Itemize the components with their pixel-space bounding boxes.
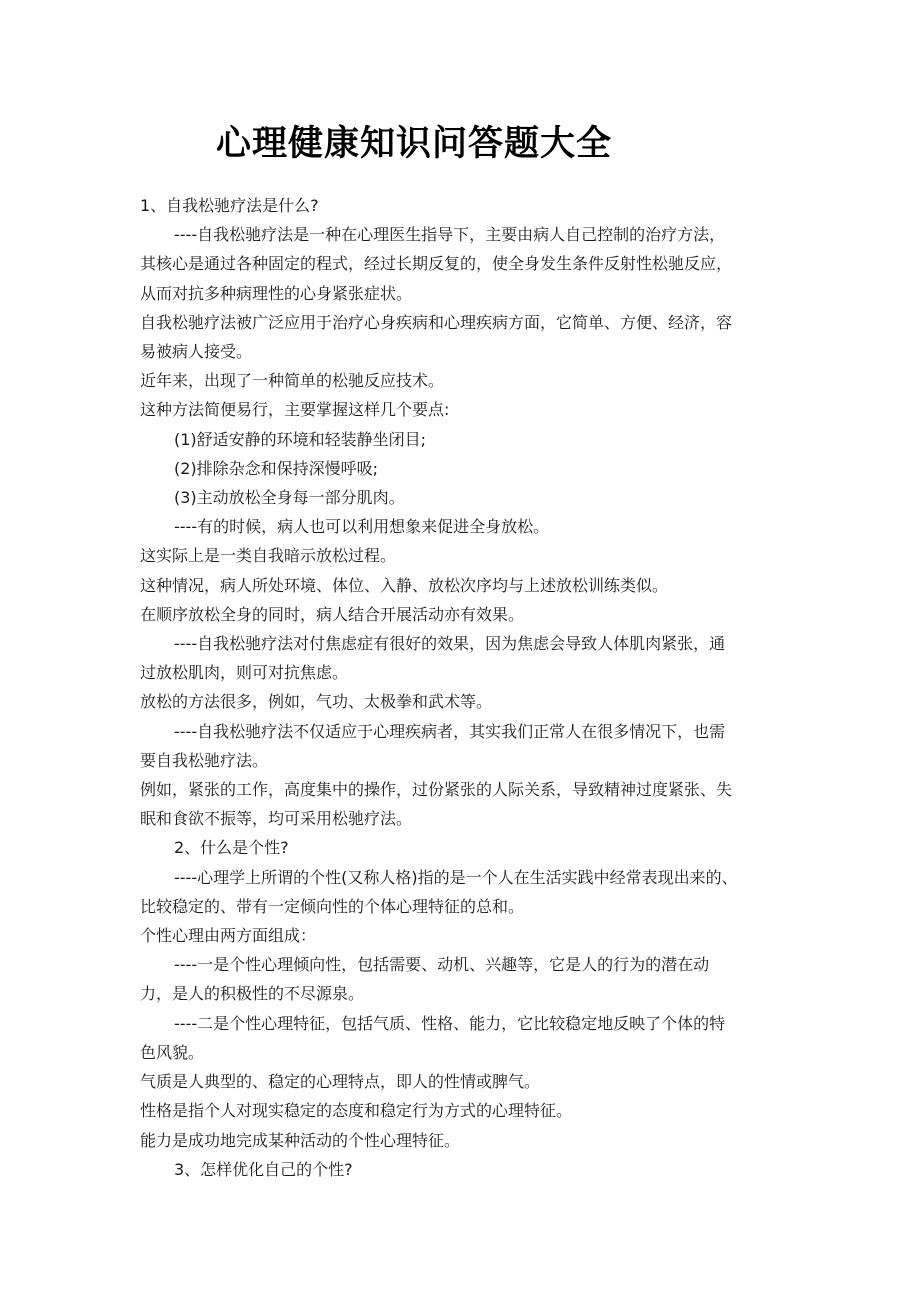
text-line: 性格是指个人对现实稳定的态度和稳定行为方式的心理特征。 bbox=[140, 1101, 573, 1121]
text-line: 易被病人接受。 bbox=[140, 342, 253, 362]
text-line: ----自我松驰疗法是一种在心理医生指导下，主要由病人自己控制的治疗方法， bbox=[174, 225, 726, 245]
text-line: 比较稳定的、带有一定倾向性的个体心理特征的总和。 bbox=[140, 896, 525, 916]
text-line: 能力是成功地完成某种活动的个性心理特征。 bbox=[140, 1130, 461, 1150]
text-line: 自我松驰疗法被广泛应用于治疗心身疾病和心理疾病方面，它简单、方便、经济，容 bbox=[140, 312, 733, 332]
text-line: 色风貌。 bbox=[140, 1042, 205, 1062]
text-line: 1、自我松驰疗法是什么? bbox=[140, 196, 319, 215]
text-line: 其核心是通过各种固定的程式，经过长期反复的，使全身发生条件反射性松驰反应， bbox=[140, 254, 733, 274]
page-title: 心理健康知识问答题大全 bbox=[216, 123, 613, 164]
document-body bbox=[140, 191, 780, 1184]
text-line: 3、怎样优化自己的个性? bbox=[174, 1159, 353, 1179]
text-line: 气质是人典型的、稳定的心理特点，即人的性情或脾气。 bbox=[140, 1072, 541, 1092]
text-line: ----自我松驰疗法对付焦虑症有很好的效果，因为焦虑会导致人体肌肉紧张，通 bbox=[174, 634, 726, 654]
text-line: (3)主动放松全身每一部分肌肉。 bbox=[174, 488, 405, 508]
text-line: 放松的方法很多，例如，气功、太极拳和武术等。 bbox=[140, 692, 493, 712]
text-line: 这种方法简便易行，主要掌握这样几个要点: bbox=[140, 400, 450, 420]
text-line: ----心理学上所谓的个性(又称人格)指的是一个人在生活实践中经常表现出来的、 bbox=[174, 867, 738, 887]
text-line: 个性心理由两方面组成： bbox=[140, 926, 317, 946]
text-line: 眠和食欲不振等，均可采用松驰疗法。 bbox=[140, 809, 413, 829]
text-line: 近年来，出现了一种简单的松驰反应技术。 bbox=[140, 371, 445, 391]
text-line: 这实际上是一类自我暗示放松过程。 bbox=[140, 546, 397, 566]
text-line: (2)排除杂念和保持深慢呼吸; bbox=[174, 458, 379, 478]
text-line: (1)舒适安静的环境和轻装静坐闭目; bbox=[174, 429, 427, 449]
text-line: ----自我松驰疗法不仅适应于心理疾病者，其实我们正常人在很多情况下，也需 bbox=[174, 721, 726, 741]
text-line: 在顺序放松全身的同时，病人结合开展活动亦有效果。 bbox=[140, 604, 525, 624]
text-line: ----二是个性心理特征，包括气质、性格、能力，它比较稳定地反映了个体的特 bbox=[174, 1013, 726, 1033]
text-line: 这种情况，病人所处环境、体位、入静、放松次序均与上述放松训练类似。 bbox=[140, 575, 669, 595]
text-line: ----一是个性心理倾向性，包括需要、动机、兴趣等，它是人的行为的潜在动 bbox=[174, 955, 710, 975]
text-line: 2、什么是个性? bbox=[174, 838, 289, 858]
text-line: 从而对抗多种病理性的心身紧张症状。 bbox=[140, 283, 413, 303]
text-line: 过放松肌肉，则可对抗焦虑。 bbox=[140, 663, 349, 683]
text-line: 要自我松驰疗法。 bbox=[140, 750, 269, 770]
text-line: 力，是人的积极性的不尽源泉。 bbox=[140, 984, 365, 1004]
text-line: 例如，紧张的工作，高度集中的操作，过份紧张的人际关系，导致精神过度紧张、失 bbox=[140, 780, 733, 800]
text-line: ----有的时候，病人也可以利用想象来促进全身放松。 bbox=[174, 517, 550, 537]
